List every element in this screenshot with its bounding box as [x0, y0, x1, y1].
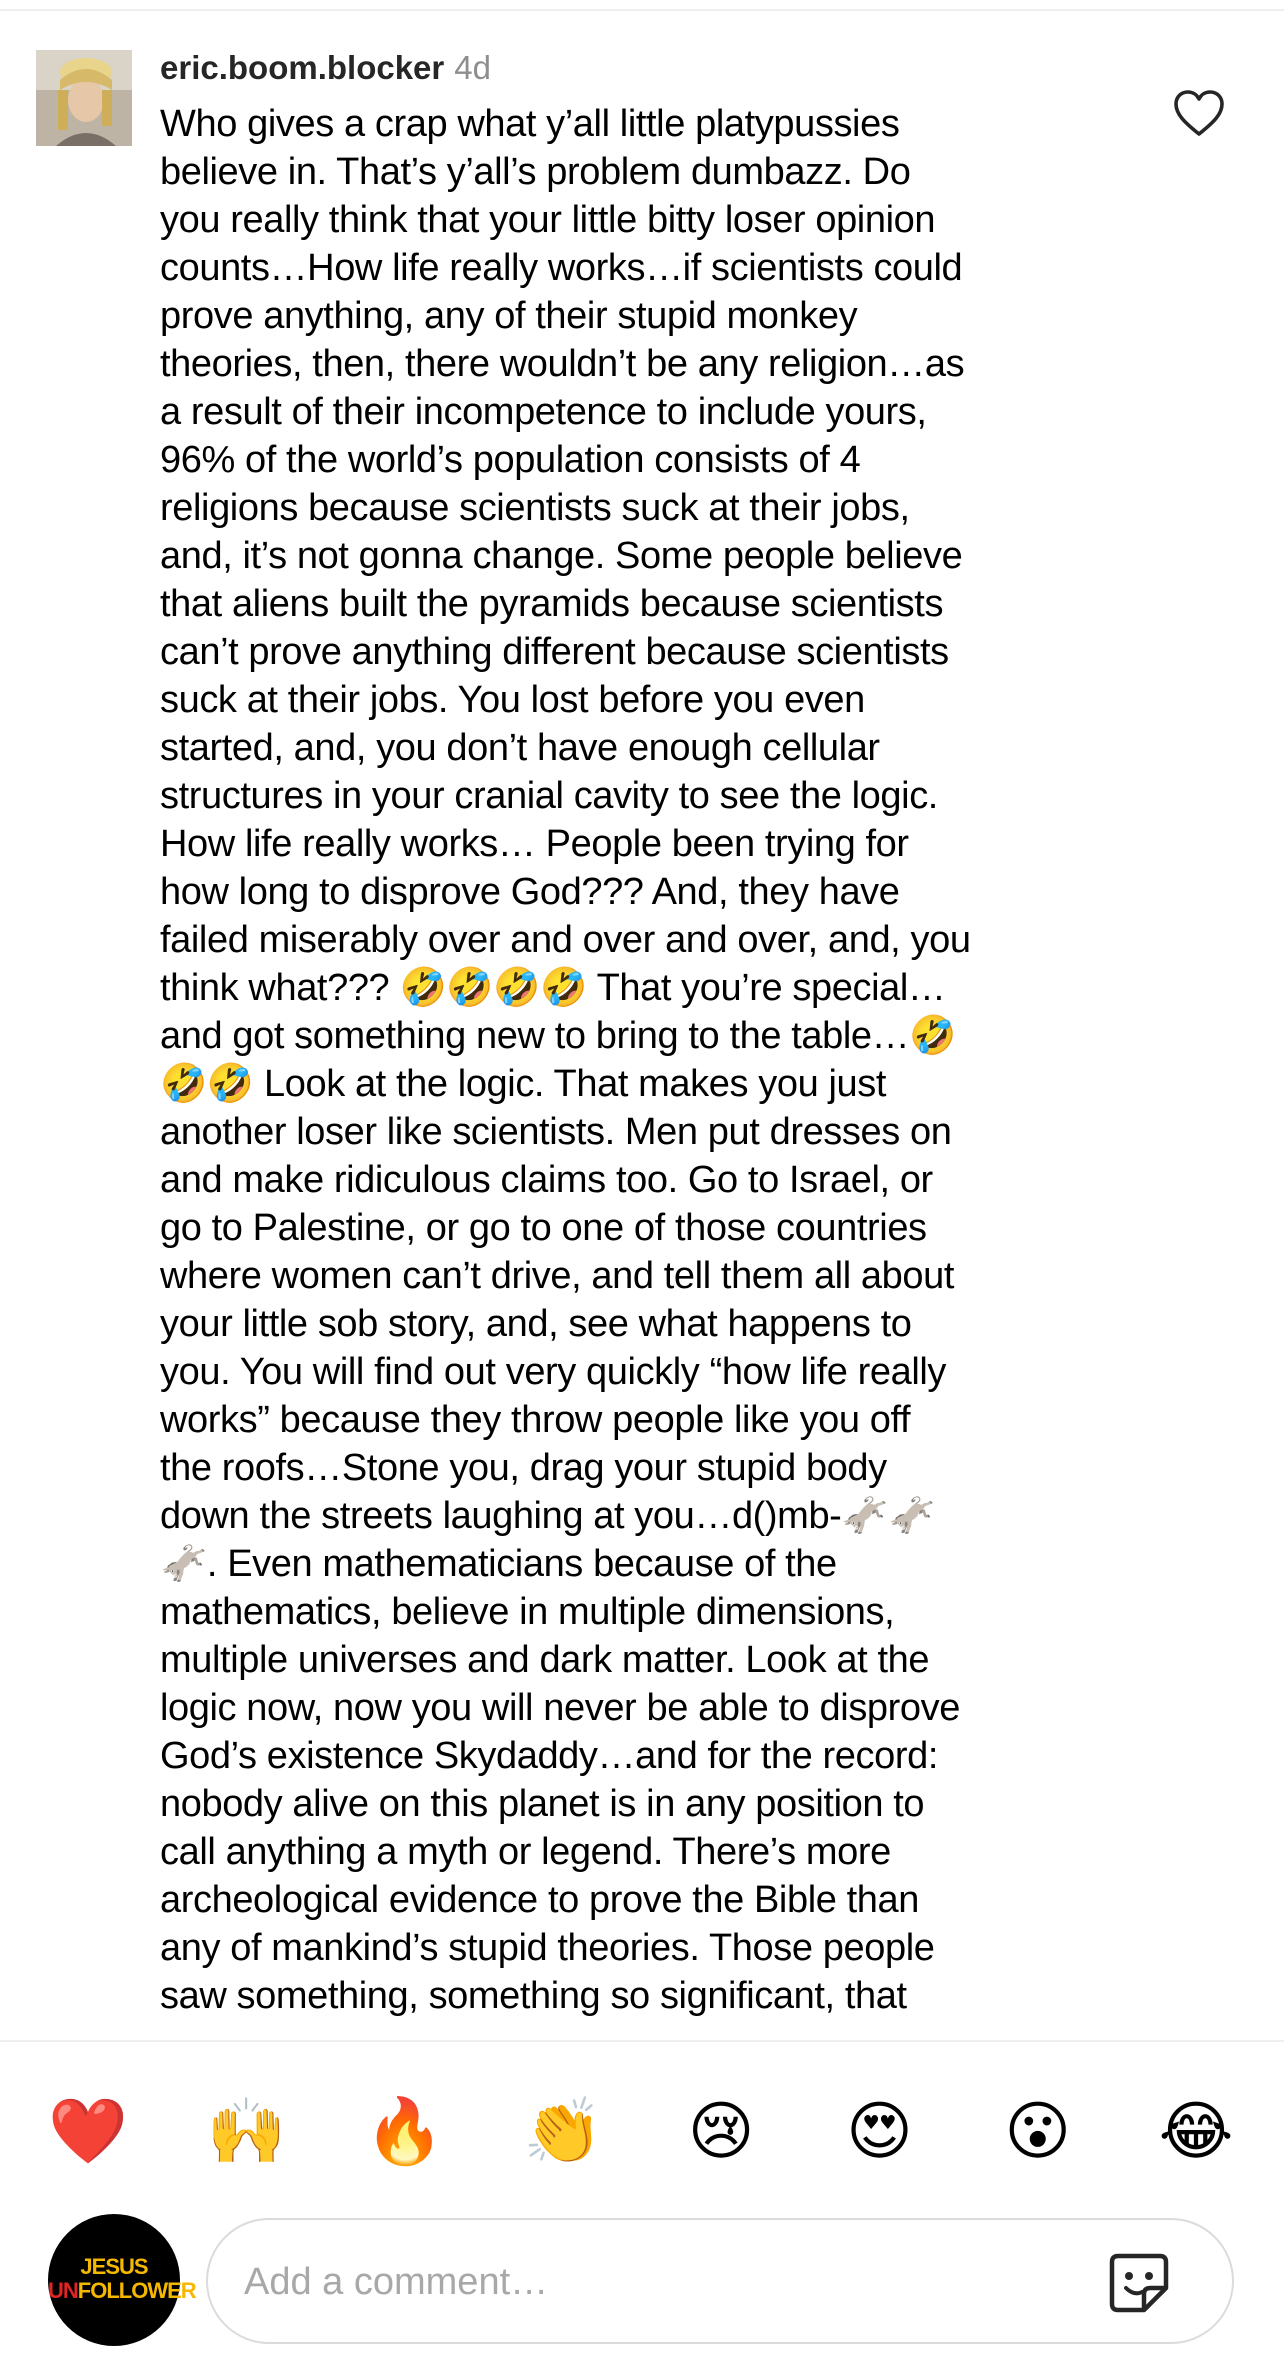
comment-text-line: the roofs…Stone you, drag your stupid body	[160, 1447, 887, 1489]
reaction-heart-eyes-icon[interactable]: 😍	[846, 2095, 913, 2169]
scroll-edge	[0, 2020, 1284, 2040]
comment-input-container[interactable]	[206, 2218, 1234, 2344]
comment-text-line: Who gives a crap what y’all little platypussies	[160, 103, 900, 145]
avatar-logo-bottom	[48, 2278, 196, 2303]
like-button[interactable]	[1172, 88, 1226, 138]
comment-composer-bar	[0, 2040, 1284, 2356]
comment-text-line: think what??? 🤣🤣🤣🤣 That you’re special…	[160, 967, 946, 1009]
current-user-avatar[interactable]	[48, 2214, 196, 2346]
comment-text-line: theories, then, there wouldn’t be any religion…as	[160, 343, 965, 385]
avatar-logo-follower: FOLLOWER	[77, 2278, 196, 2303]
comment-text-line: mathematics, believe in multiple dimensions,	[160, 1591, 895, 1633]
comment-text-line: your little sob story, and, see what happens to	[160, 1303, 912, 1345]
comment-text-line: structures in your cranial cavity to see the logic.	[160, 775, 938, 817]
comment-text-line: failed miserably over and over and over, and, you	[160, 919, 971, 961]
comment-text-line: and make ridiculous claims too. Go to Israel, or	[160, 1159, 933, 1201]
quick-reactions	[0, 2087, 1284, 2177]
comment-text-line: prove anything, any of their stupid monkey	[160, 295, 858, 337]
comment-text-line: go to Palestine, or go to one of those countries	[160, 1207, 927, 1249]
comment-text-line: that aliens built the pyramids because scientists	[160, 583, 944, 625]
reaction-clapping-hands-icon[interactable]: 👏	[523, 2095, 603, 2169]
reaction-fire-icon[interactable]: 🔥	[364, 2095, 445, 2169]
comment-text-line: you really think that your little bitty loser opinion	[160, 199, 936, 241]
reaction-open-mouth-icon[interactable]: 😮	[1004, 2095, 1072, 2169]
comment-text-line: God’s existence Skydaddy…and for the record:	[160, 1735, 939, 1777]
comment-text-line: how long to disprove God??? And, they have	[160, 871, 900, 913]
comment-text-line: and, it’s not gonna change. Some people believe	[160, 535, 963, 577]
sticker-icon	[1104, 2248, 1174, 2318]
comment-text	[160, 100, 1120, 2068]
comment-text-line: can’t prove anything different because scientists	[160, 631, 949, 673]
commenter-avatar[interactable]	[36, 50, 132, 146]
comment-text-line: any of mankind’s stupid theories. Those people	[160, 1927, 935, 1969]
comment-text-line: How life really works… People been trying for	[160, 823, 909, 865]
reaction-tears-of-joy-icon[interactable]: 😂	[1158, 2095, 1234, 2169]
reaction-crying-face-icon[interactable]: 😢	[687, 2095, 755, 2169]
comment-text-line: suck at their jobs. You lost before you even	[160, 679, 865, 721]
avatar-logo-top: JESUS	[80, 2254, 148, 2279]
heart-outline-icon	[1172, 88, 1226, 138]
comment-text-line: a result of their incompetence to include yours,	[160, 391, 927, 433]
sticker-button[interactable]	[1104, 2248, 1174, 2318]
comment-text-line: you. You will find out very quickly “how life really	[160, 1351, 947, 1393]
comment-text-line: 96% of the world’s population consists of 4	[160, 439, 861, 481]
comment-text-line: nobody alive on this planet is in any position to	[160, 1783, 925, 1825]
comment-text-line: another loser like scientists. Men put dresses on	[160, 1111, 952, 1153]
comment-text-line: where women can’t drive, and tell them all about	[160, 1255, 955, 1297]
comment-text-line: religions because scientists suck at their jobs,	[160, 487, 910, 529]
comment-text-line: multiple universes and dark matter. Look at the	[160, 1639, 930, 1681]
comment-text-line: counts…How life really works…if scientists could	[160, 247, 963, 289]
comment-header	[160, 46, 491, 90]
comment-text-line: down the streets laughing at you…d()mb-🫏🫏	[160, 1495, 936, 1537]
comment-input[interactable]	[244, 2250, 1064, 2314]
comment-text-line: logic now, now you will never be able to disprove	[160, 1687, 960, 1729]
avatar-logo-un: UN	[48, 2278, 78, 2303]
comment-text-line: saw something, something so significant, that	[160, 1975, 907, 2017]
commenter-avatar-image	[36, 50, 132, 146]
comment-text-line: works” because they throw people like you off	[160, 1399, 911, 1441]
comment-text-line: call anything a myth or legend. There’s more	[160, 1831, 891, 1873]
timestamp: 4d	[454, 49, 491, 86]
comment-text-line: 🫏. Even mathematicians because of the	[160, 1543, 837, 1585]
comment-text-line: started, and, you don’t have enough cellular	[160, 727, 880, 769]
reaction-raising-hands-icon[interactable]: 🙌	[206, 2095, 287, 2169]
username[interactable]: eric.boom.blocker	[160, 49, 445, 86]
comment-text-line: and got something new to bring to the table…🤣	[160, 1015, 957, 1057]
comment-text-line: 🤣🤣 Look at the logic. That makes you just	[160, 1063, 886, 1105]
comment-text-line: archeological evidence to prove the Bible than	[160, 1879, 920, 1921]
reaction-heart-icon[interactable]: ❤️	[48, 2095, 128, 2169]
comment-text-line: believe in. That’s y’all’s problem dumbazz. Do	[160, 151, 911, 193]
